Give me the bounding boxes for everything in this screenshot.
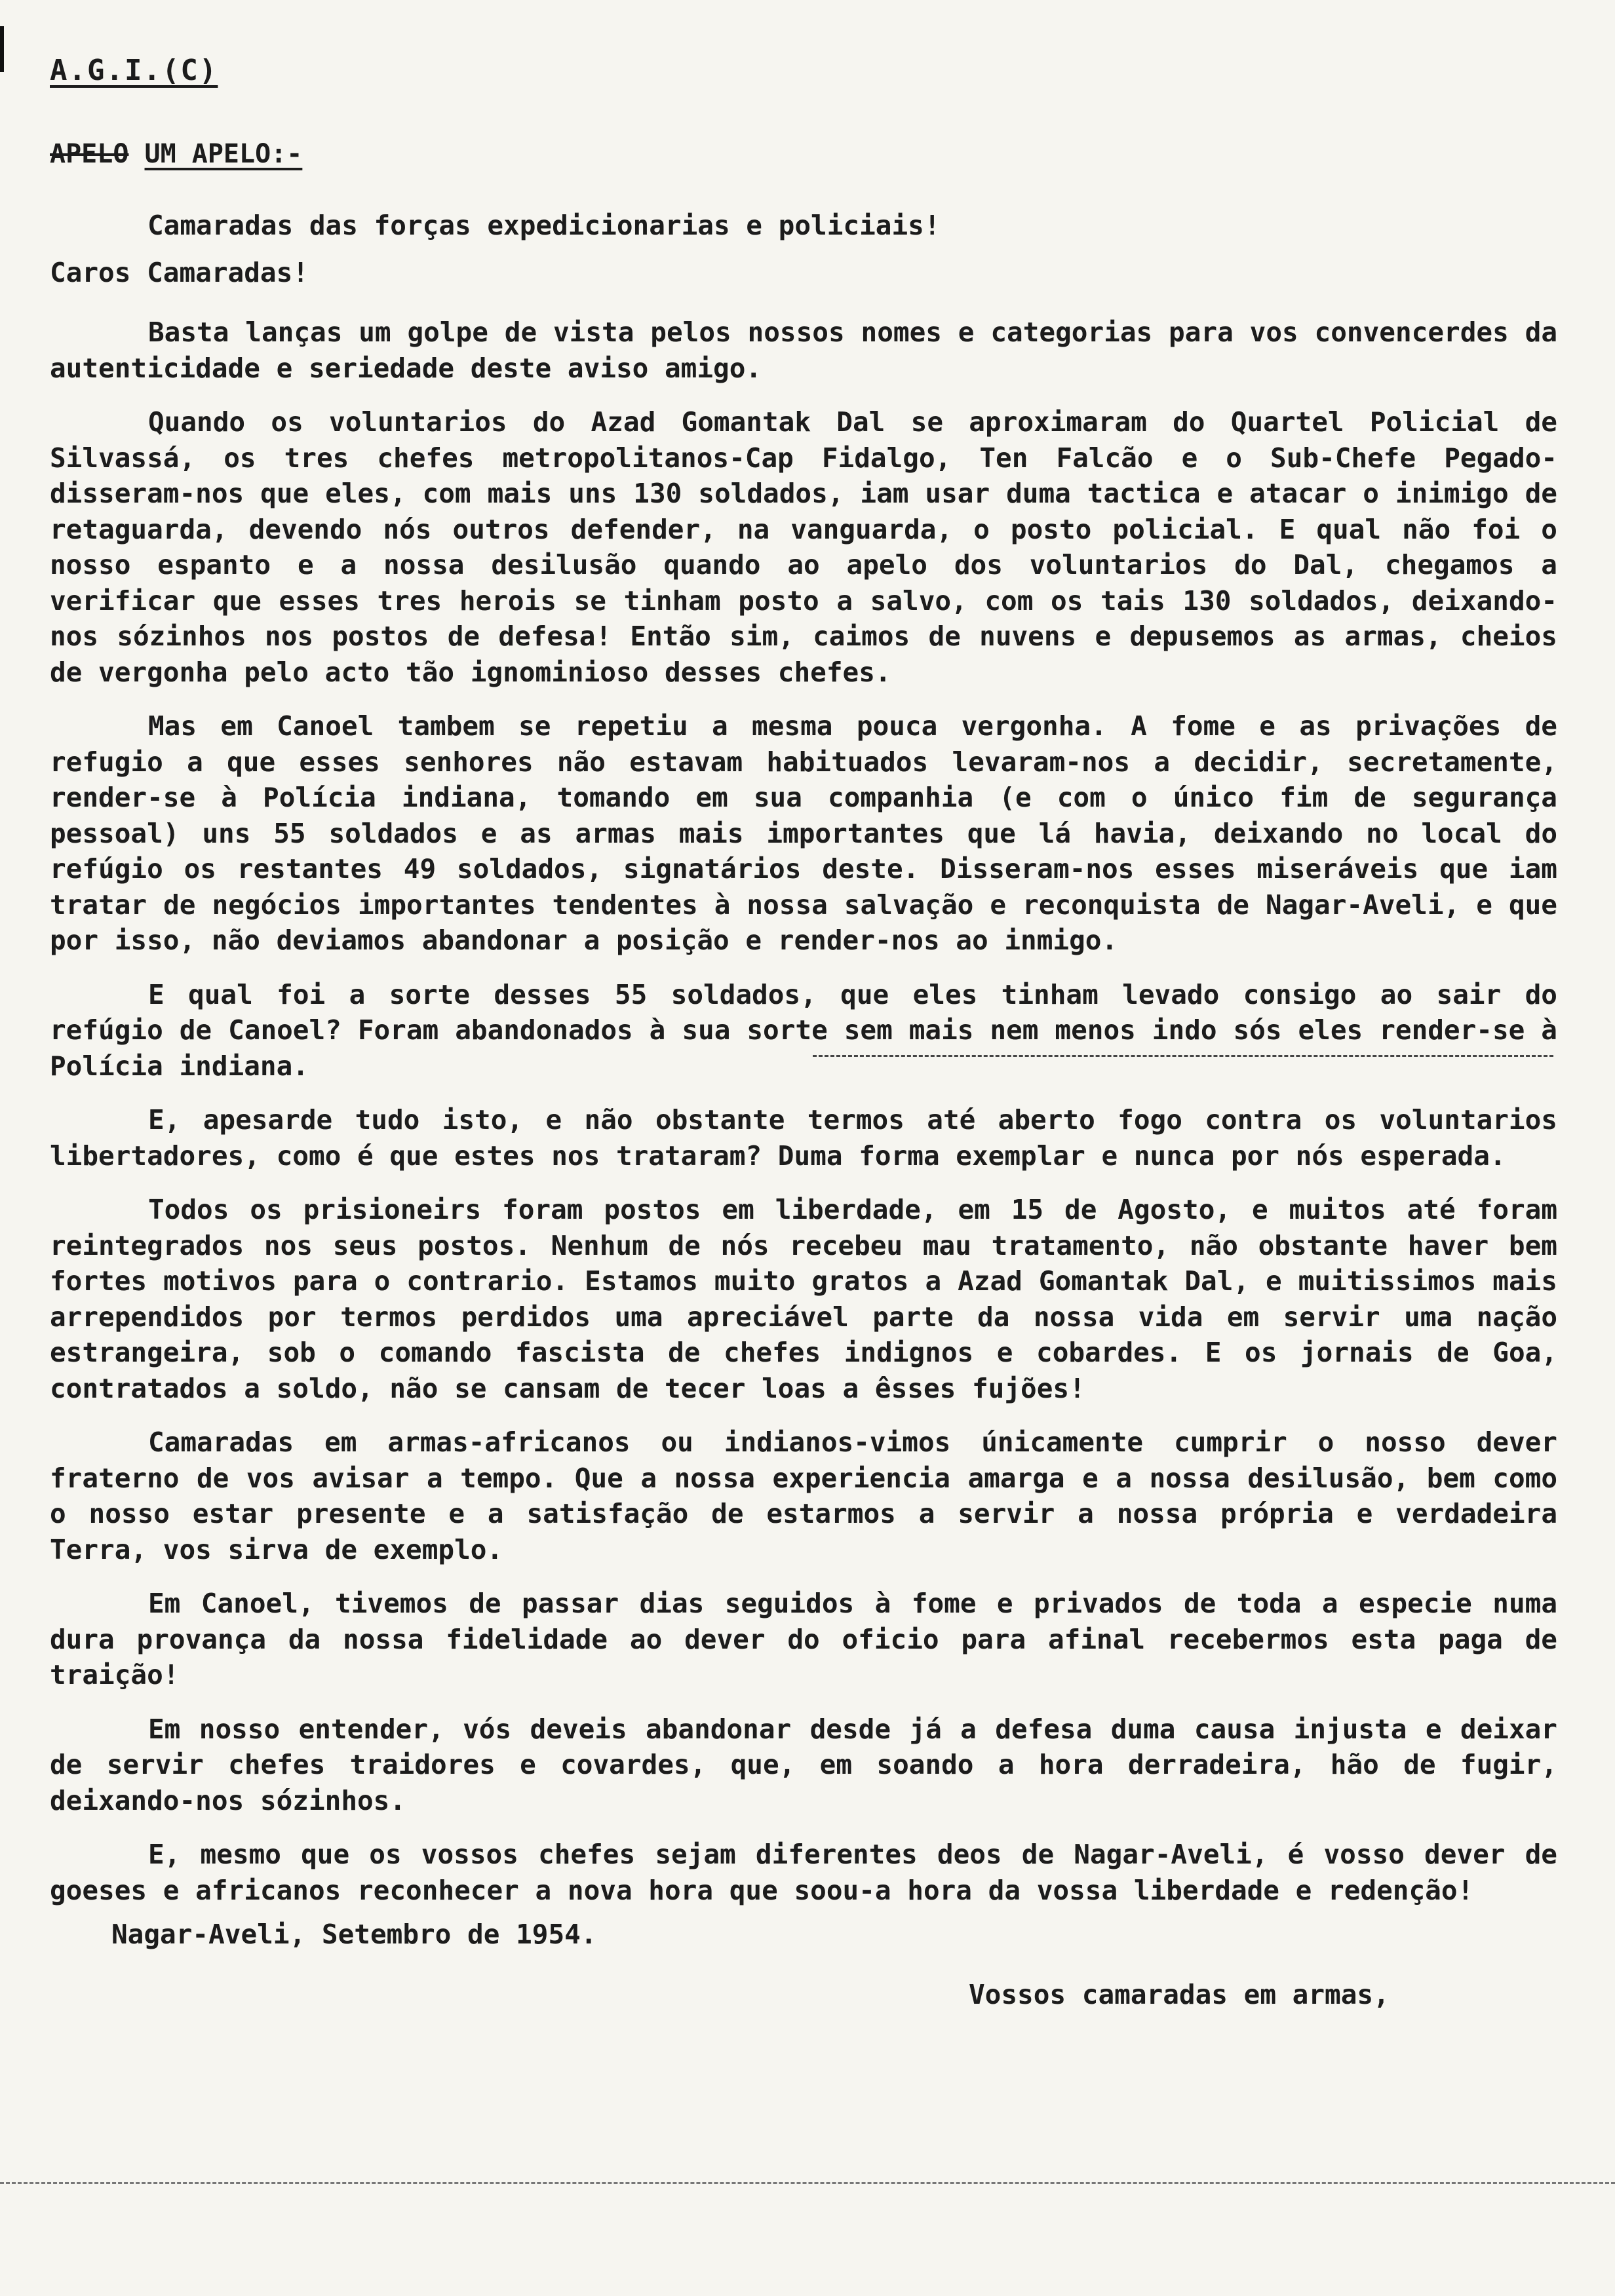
signoff: Vossos camaradas em armas, bbox=[969, 1979, 1390, 2010]
punch-mark-top-left bbox=[0, 26, 4, 72]
footer-divider bbox=[0, 2182, 1615, 2184]
strike-rule bbox=[813, 1055, 1553, 1057]
paragraph-2: Quando os voluntarios do Azad Gomantak Dal se aproximaram do Quartel Policial de Silvassá, os tres chefes metropolitanos-Cap Fidalgo, Ten Falcão e o Sub-Chefe Pegado-disseram-nos que eles, com mais uns 130 soldados, iam usar duma tactica e atacar o inimigo de retaguarda, devendo nós outros defender, na vanguarda, o posto policial. E qual não foi o nosso espanto e a nossa desilusão quando ao apelo dos voluntarios do Dal, chegamos a verificar que esses tres herois se tinham posto a salvo, com os tais 130 soldados, deixando-nos sózinhos nos postos de defesa! Então sim, caimos de nuvens e depusemos as armas, cheios de vergonha pelo acto tão ignominioso desses chefes. bbox=[50, 406, 1557, 688]
letter-body bbox=[50, 315, 1557, 1926]
paragraph-1: Basta lanças um golpe de vista pelos nossos nomes e categorias para vos convencerdes da autenticidade e seriedade deste aviso amigo. bbox=[50, 316, 1557, 384]
heading-title: UM APELO:- bbox=[144, 139, 303, 169]
paragraph-8: Em Canoel, tivemos de passar dias seguidos à fome e privados de toda a especie numa dura provança da nossa fidelidade ao dever do oficio para afinal recebermos esta paga de traição! bbox=[50, 1588, 1557, 1691]
paragraph-4: E qual foi a sorte desses 55 soldados, que eles tinham levado consigo ao sair do refúgio de Canoel? Foram abandonados à sua sorte sem mais nem menos indo sós eles render-se à Polícia indiana. bbox=[50, 978, 1557, 1082]
paragraph-7: Camaradas em armas-africanos ou indianos-vimos únicamente cumprir o nosso dever fraterno de vos avisar a tempo. Que a nossa experiencia amarga e a nossa desilusão, bem como o nosso estar presente e a satisfação de estarmos a servir a nossa própria e verdadeira Terra, vos sirva de exemplo. bbox=[50, 1426, 1557, 1565]
date-line: Nagar-Aveli, Setembro de 1954. bbox=[111, 1919, 597, 1950]
letter-heading bbox=[50, 139, 302, 169]
document-reference: A.G.I.(C) bbox=[50, 54, 218, 87]
salutation-comrades: Caros Camaradas! bbox=[50, 257, 309, 288]
paragraph-6: Todos os prisioneirs foram postos em liberdade, em 15 de Agosto, e muitos até foram reintegrados nos seus postos. Nenhum de nós recebeu mau tratamento, não obstante haver bem fortes motivos para o contrario. Estamos muito gratos a Azad Gomantak Dal, e muitissimos mais arrependidos por termos perdidos uma apreciável parte da nossa vida em servir uma nação estrangeira, sob o comando fascista de chefes indignos e cobardes. E os jornais de Goa, contratados a soldo, não se cansam de tecer loas a êsses fujões! bbox=[50, 1194, 1557, 1404]
paragraph-10: E, mesmo que os vossos chefes sejam diferentes deos de Nagar-Aveli, é vosso dever de goeses e africanos reconhecer a nova hora que soou-a hora da vossa liberdade e redenção! bbox=[50, 1839, 1557, 1906]
salutation-forces: Camaradas das forças expedicionarias e policiais! bbox=[147, 210, 941, 241]
paragraph-3: Mas em Canoel tambem se repetiu a mesma pouca vergonha. A fome e as privações de refugio a que esses senhores não estavam habituados levaram-nos a decidir, secretamente, render-se à Polícia indiana, tomando em sua companhia (e com o único fim de segurança pessoal) uns 55 soldados e as armas mais importantes que lá havia, deixando no local do refúgio os restantes 49 soldados, signatários deste. Disseram-nos esses miseráveis que iam tratar de negócios importantes tendentes à nossa salvação e reconquista de Nagar-Aveli, e que por isso, não deviamos abandonar a posição e render-nos ao inmigo. bbox=[50, 710, 1557, 956]
struck-heading-word: APELO bbox=[50, 139, 129, 169]
paragraph-9: Em nosso entender, vós deveis abandonar desde já a defesa duma causa injusta e deixar de servir chefes traidores e covardes, que, em soando a hora derradeira, hão de fugir, deixando-nos sózinhos. bbox=[50, 1713, 1557, 1816]
paragraph-5: E, apesarde tudo isto, e não obstante termos até aberto fogo contra os voluntarios libertadores, como é que estes nos trataram? Duma forma exemplar e nunca por nós esperada. bbox=[50, 1104, 1557, 1172]
